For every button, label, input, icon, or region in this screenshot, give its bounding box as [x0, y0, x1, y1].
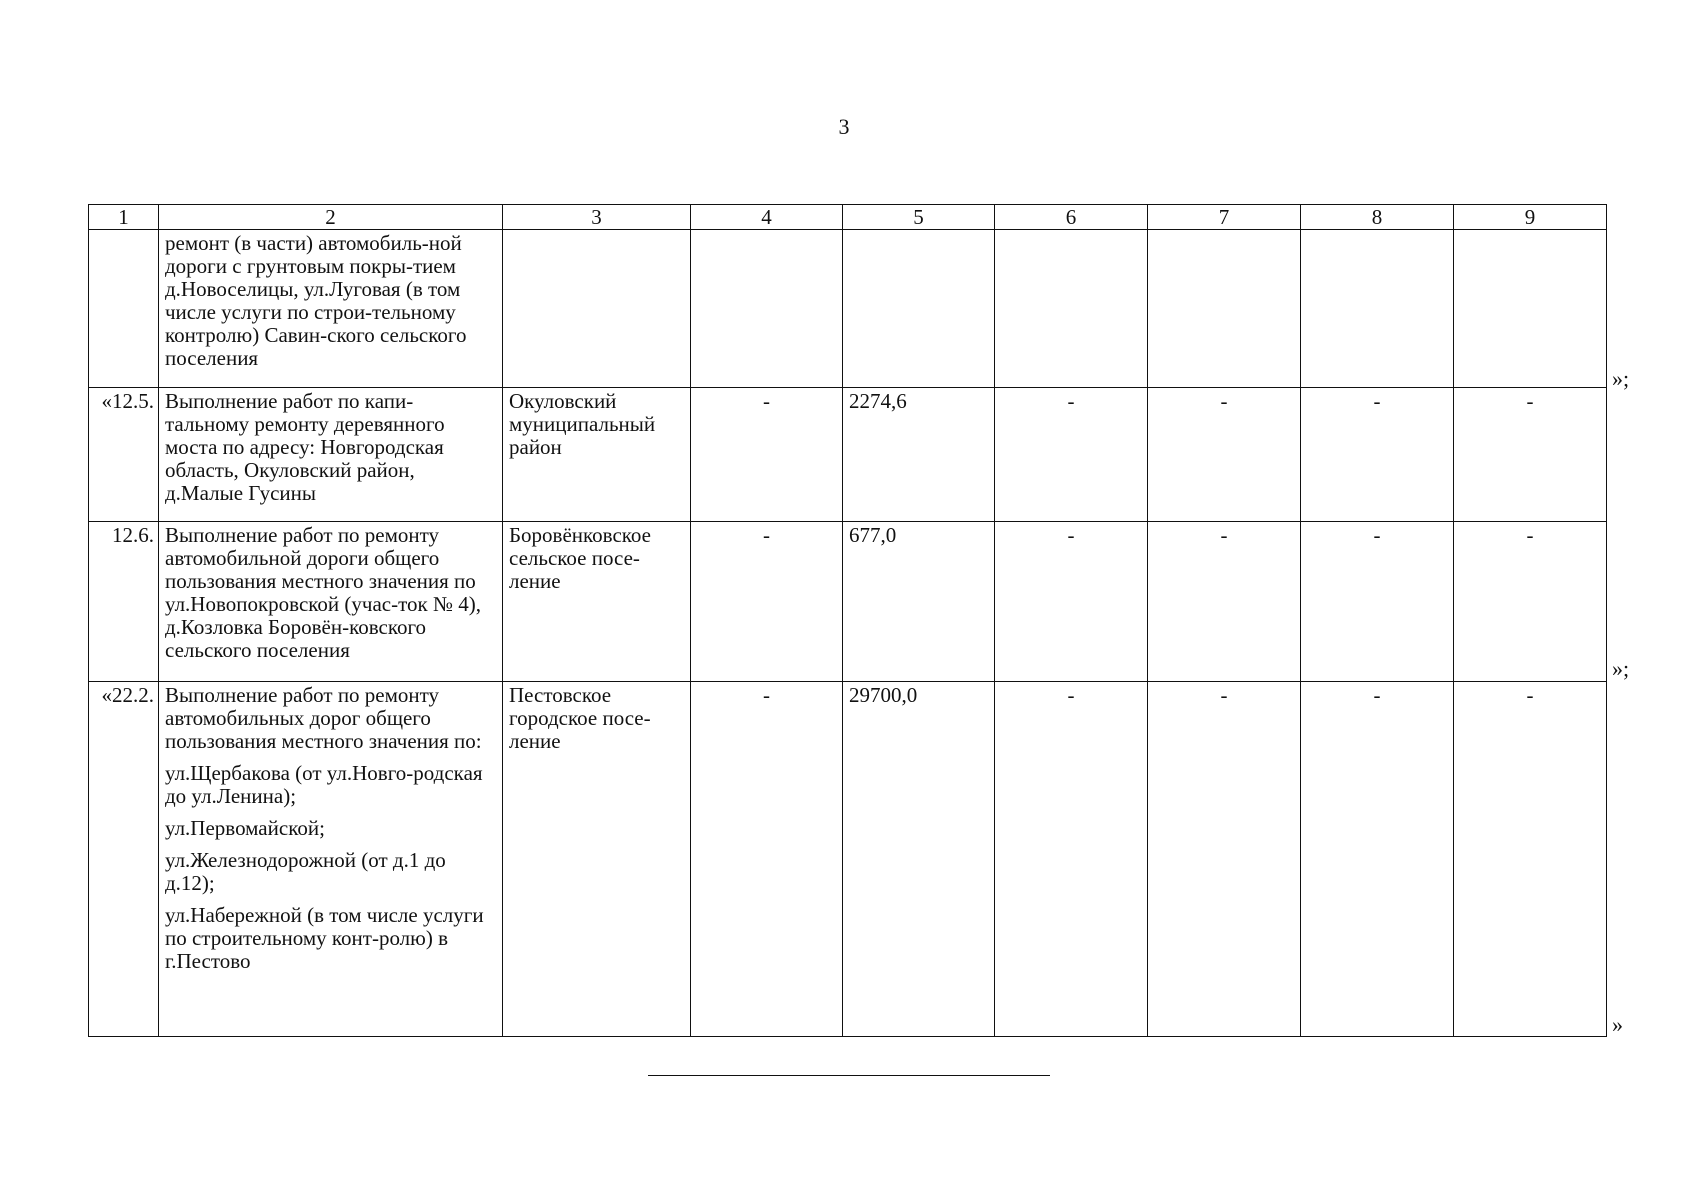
- header-cell: 2: [159, 205, 503, 230]
- street-item: ул.Первомайской;: [165, 816, 325, 840]
- row-number: [89, 230, 159, 388]
- cell-col9: -: [1454, 682, 1607, 1037]
- cell-col8: -: [1301, 682, 1454, 1037]
- cell-col8: -: [1301, 522, 1454, 682]
- row-description: Выполнение работ по ремонту автомобильной дороги общего пользования местного значения по ул.Новопокровской (учас-ток № 4), д.Козловка Боровён-ковского сельского поселения: [159, 522, 503, 682]
- header-cell: 9: [1454, 205, 1607, 230]
- closing-quote: »: [1612, 1012, 1623, 1037]
- cell-col7: -: [1148, 388, 1301, 522]
- cell-col5: 2274,6: [843, 388, 995, 522]
- closing-quote: »;: [1612, 656, 1630, 681]
- row-recipient: Пестовское городское посе-ление: [503, 682, 691, 1037]
- cell-col9: -: [1454, 388, 1607, 522]
- cell-col7: -: [1148, 682, 1301, 1037]
- cell-col7: [1148, 230, 1301, 388]
- row-description: Выполнение работ по капи-тальному ремонту деревянного моста по адресу: Новгородская область, Окуловский район, д.Малые Гусины: [159, 388, 503, 522]
- cell-col4: -: [691, 388, 843, 522]
- street-item: ул.Железнодорожной (от д.1 до д.12);: [165, 848, 446, 895]
- cell-col8: [1301, 230, 1454, 388]
- budget-table: [88, 204, 1607, 1037]
- table-row: [89, 522, 1607, 682]
- row-number: «22.2.: [89, 682, 159, 1037]
- header-cell: 7: [1148, 205, 1301, 230]
- header-row: [89, 205, 1607, 230]
- row-recipient: Окуловский муниципальный район: [503, 388, 691, 522]
- row-number: «12.5.: [89, 388, 159, 522]
- row-description: ремонт (в части) автомобиль-ной дороги с грунтовым покры-тием д.Новоселицы, ул.Луговая (в том числе услуги по строи-тельному контролю) Савин-ского сельского поселения: [159, 230, 503, 388]
- header-cell: 3: [503, 205, 691, 230]
- street-item: ул.Щербакова (от ул.Новго-родская до ул.Ленина);: [165, 761, 483, 808]
- cell-col9: -: [1454, 522, 1607, 682]
- row-description: Выполнение работ по ремонту автомобильных дорог общего пользования местного значения по:: [165, 683, 482, 753]
- cell-col5: [843, 230, 995, 388]
- row-recipient: Боровёнковское сельское посе-ление: [503, 522, 691, 682]
- end-rule: [648, 1075, 1050, 1076]
- header-cell: 1: [89, 205, 159, 230]
- cell-col6: -: [995, 388, 1148, 522]
- header-cell: 6: [995, 205, 1148, 230]
- row-number: 12.6.: [89, 522, 159, 682]
- cell-col6: [995, 230, 1148, 388]
- closing-quote: »;: [1612, 366, 1630, 391]
- cell-col6: -: [995, 522, 1148, 682]
- cell-col6: -: [995, 682, 1148, 1037]
- table-row: [89, 388, 1607, 522]
- cell-col4: [691, 230, 843, 388]
- table-row: [89, 230, 1607, 388]
- header-cell: 4: [691, 205, 843, 230]
- cell-col9: [1454, 230, 1607, 388]
- header-cell: 5: [843, 205, 995, 230]
- cell-col8: -: [1301, 388, 1454, 522]
- street-item: ул.Набережной (в том числе услуги по строительному конт-ролю) в г.Пестово: [165, 903, 484, 973]
- cell-col4: -: [691, 682, 843, 1037]
- row-recipient: [503, 230, 691, 388]
- cell-col4: -: [691, 522, 843, 682]
- header-cell: 8: [1301, 205, 1454, 230]
- cell-col5: 29700,0: [843, 682, 995, 1037]
- cell-col5: 677,0: [843, 522, 995, 682]
- cell-col7: -: [1148, 522, 1301, 682]
- page-number: 3: [838, 114, 850, 139]
- table-row: [89, 682, 1607, 1037]
- row-description-cell: [159, 682, 503, 1037]
